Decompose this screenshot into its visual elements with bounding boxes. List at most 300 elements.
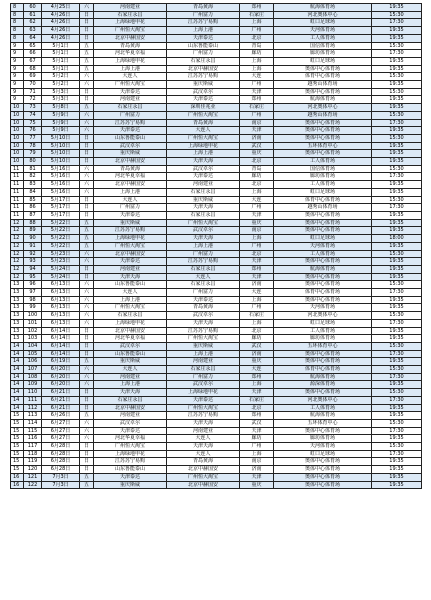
venue-cell: 奥体中心体育场	[274, 88, 372, 96]
home-team-cell: 天津泰达	[94, 427, 167, 435]
time-cell: 19:35	[372, 458, 422, 466]
round-cell: 12	[11, 235, 24, 243]
round-cell: 11	[11, 173, 24, 181]
venue-cell: 五环体育中心	[274, 342, 372, 350]
match-no-cell: 68	[24, 65, 42, 73]
home-team-cell: 广州恒大淘宝	[94, 27, 167, 35]
city-cell: 石家庄	[240, 104, 274, 112]
time-cell: 19:35	[372, 150, 422, 158]
venue-cell: 工人体育场	[274, 158, 372, 166]
date-cell: 6月13日	[42, 281, 80, 289]
city-cell: 上海	[240, 188, 274, 196]
away-team-cell: 上海绿地申花	[167, 389, 240, 397]
city-cell: 北京	[240, 327, 274, 335]
table-row	[11, 42, 422, 50]
venue-cell: 工人体育场	[274, 34, 372, 42]
weekday-cell: 日	[80, 273, 94, 281]
round-cell: 8	[11, 4, 24, 12]
time-cell: 19:35	[372, 81, 422, 89]
venue-cell: 工人体育场	[274, 404, 372, 412]
home-team-cell: 河北华夏幸福	[94, 50, 167, 58]
round-cell: 9	[11, 81, 24, 89]
date-cell: 5月17日	[42, 204, 80, 212]
city-cell: 上海	[240, 235, 274, 243]
home-team-cell: 重庆斯威	[94, 150, 167, 158]
city-cell: 重庆	[240, 481, 274, 489]
match-no-cell: 65	[24, 42, 42, 50]
match-no-cell: 70	[24, 81, 42, 89]
match-no-cell: 98	[24, 296, 42, 304]
weekday-cell: 日	[80, 211, 94, 219]
table-row	[11, 96, 422, 104]
weekday-cell: 日	[80, 34, 94, 42]
table-row	[11, 127, 422, 135]
away-team-cell: 广州富力	[167, 250, 240, 258]
round-cell: 13	[11, 312, 24, 320]
round-cell: 10	[11, 127, 24, 135]
round-cell: 9	[11, 42, 24, 50]
city-cell: 重庆	[240, 219, 274, 227]
date-cell: 6月14日	[42, 342, 80, 350]
away-team-cell: 广州富力	[167, 50, 240, 58]
venue-cell: 河北奥体中心	[274, 396, 372, 404]
round-cell: 14	[11, 396, 24, 404]
city-cell: 上海	[240, 65, 274, 73]
weekday-cell: 六	[80, 296, 94, 304]
weekday-cell: 六	[80, 373, 94, 381]
date-cell: 4月25日	[42, 4, 80, 12]
weekday-cell: 五	[80, 57, 94, 65]
venue-cell: 廊坊体育场	[274, 50, 372, 58]
date-cell: 6月13日	[42, 289, 80, 297]
home-team-cell: 天津泰达	[94, 258, 167, 266]
city-cell: 廊坊	[240, 173, 274, 181]
time-cell: 15:30	[372, 165, 422, 173]
venue-cell: 体育中心体育场	[274, 289, 372, 297]
match-no-cell: 87	[24, 211, 42, 219]
date-cell: 5月16日	[42, 181, 80, 189]
city-cell: 广州	[240, 443, 274, 451]
round-cell: 11	[11, 188, 24, 196]
weekday-cell: 五	[80, 227, 94, 235]
home-team-cell: 河北华夏幸福	[94, 435, 167, 443]
away-team-cell: 江苏苏宁易购	[167, 19, 240, 27]
venue-cell: 虹口足球场	[274, 235, 372, 243]
venue-cell: 工人体育场	[274, 250, 372, 258]
city-cell: 大连	[240, 196, 274, 204]
home-team-cell: 武汉卓尔	[94, 419, 167, 427]
match-no-cell: 92	[24, 250, 42, 258]
away-team-cell: 广州恒大淘宝	[167, 219, 240, 227]
time-cell: 19:35	[372, 142, 422, 150]
city-cell: 天津	[240, 473, 274, 481]
away-team-cell: 广州恒大淘宝	[167, 111, 240, 119]
match-no-cell: 85	[24, 196, 42, 204]
away-team-cell: 青岛黄海	[167, 458, 240, 466]
home-team-cell: 广州恒大淘宝	[94, 304, 167, 312]
round-cell: 9	[11, 73, 24, 81]
table-row	[11, 188, 422, 196]
home-team-cell: 北京中赫国安	[94, 327, 167, 335]
city-cell: 北京	[240, 34, 274, 42]
away-team-cell: 天津泰达	[167, 173, 240, 181]
round-cell: 12	[11, 219, 24, 227]
city-cell: 上海	[240, 450, 274, 458]
table-row	[11, 181, 422, 189]
time-cell: 19:35	[372, 104, 422, 112]
away-team-cell: 深圳佳兆业	[167, 104, 240, 112]
time-cell: 19:35	[372, 27, 422, 35]
round-cell: 12	[11, 250, 24, 258]
match-no-cell: 78	[24, 142, 42, 150]
venue-cell: 奥体中心体育场	[274, 473, 372, 481]
table-row	[11, 273, 422, 281]
home-team-cell: 山东鲁能泰山	[94, 466, 167, 474]
table-row	[11, 173, 422, 181]
away-team-cell: 石家庄永昌	[167, 265, 240, 273]
away-team-cell: 北京中赫国安	[167, 65, 240, 73]
time-cell: 15:30	[372, 389, 422, 397]
weekday-cell: 日	[80, 443, 94, 451]
venue-cell: 奥体中心体育场	[274, 258, 372, 266]
round-cell: 12	[11, 227, 24, 235]
home-team-cell: 上海上港	[94, 65, 167, 73]
time-cell: 17:30	[372, 50, 422, 58]
date-cell: 5月1日	[42, 57, 80, 65]
away-team-cell: 天津泰达	[167, 396, 240, 404]
city-cell: 北京	[240, 158, 274, 166]
weekday-cell: 日	[80, 404, 94, 412]
table-row	[11, 419, 422, 427]
home-team-cell: 武汉卓尔	[94, 142, 167, 150]
venue-cell: 越秀山体育场	[274, 204, 372, 212]
table-row	[11, 235, 422, 243]
venue-cell: 奥体中心体育场	[274, 358, 372, 366]
date-cell: 5月22日	[42, 242, 80, 250]
weekday-cell: 五	[80, 242, 94, 250]
round-cell: 12	[11, 242, 24, 250]
table-row	[11, 65, 422, 73]
weekday-cell: 五	[80, 358, 94, 366]
weekday-cell: 五	[80, 235, 94, 243]
weekday-cell: 日	[80, 458, 94, 466]
away-team-cell: 广州富力	[167, 289, 240, 297]
city-cell: 济南	[240, 134, 274, 142]
time-cell: 19:35	[372, 211, 422, 219]
home-team-cell: 大连人	[94, 289, 167, 297]
time-cell: 15:30	[372, 111, 422, 119]
city-cell: 武汉	[240, 419, 274, 427]
away-team-cell: 广州恒大淘宝	[167, 473, 240, 481]
table-row	[11, 327, 422, 335]
time-cell: 17:30	[372, 204, 422, 212]
round-cell: 13	[11, 281, 24, 289]
venue-cell: 虹口足球场	[274, 188, 372, 196]
away-team-cell: 上海上港	[167, 27, 240, 35]
venue-cell: 天河体育场	[274, 242, 372, 250]
away-team-cell: 武汉卓尔	[167, 88, 240, 96]
round-cell: 11	[11, 211, 24, 219]
venue-cell: 奥体中心体育场	[274, 273, 372, 281]
weekday-cell: 五	[80, 104, 94, 112]
date-cell: 5月23日	[42, 250, 80, 258]
away-team-cell: 广州恒大淘宝	[167, 335, 240, 343]
time-cell: 17:30	[372, 119, 422, 127]
date-cell: 5月16日	[42, 165, 80, 173]
city-cell: 北京	[240, 404, 274, 412]
venue-cell: 航海体育场	[274, 373, 372, 381]
away-team-cell: 大连人	[167, 127, 240, 135]
weekday-cell: 日	[80, 350, 94, 358]
venue-cell: 国信体育场	[274, 165, 372, 173]
home-team-cell: 北京中赫国安	[94, 34, 167, 42]
round-cell: 16	[11, 473, 24, 481]
time-cell: 19:35	[372, 219, 422, 227]
round-cell: 14	[11, 381, 24, 389]
match-no-cell: 88	[24, 219, 42, 227]
away-team-cell: 北京中赫国安	[167, 466, 240, 474]
weekday-cell: 六	[80, 250, 94, 258]
date-cell: 5月16日	[42, 188, 80, 196]
home-team-cell: 天津泰达	[94, 88, 167, 96]
home-team-cell: 武汉卓尔	[94, 342, 167, 350]
venue-cell: 源深体育场	[274, 381, 372, 389]
weekday-cell: 日	[80, 450, 94, 458]
weekday-cell: 日	[80, 19, 94, 27]
table-row	[11, 88, 422, 96]
round-cell: 14	[11, 389, 24, 397]
venue-cell: 越秀山体育场	[274, 111, 372, 119]
venue-cell: 工人体育场	[274, 327, 372, 335]
round-cell: 13	[11, 335, 24, 343]
venue-cell: 奥体中心体育场	[274, 466, 372, 474]
match-no-cell: 86	[24, 204, 42, 212]
table-row	[11, 435, 422, 443]
venue-cell: 河北奥体中心	[274, 104, 372, 112]
weekday-cell: 六	[80, 281, 94, 289]
time-cell: 19:35	[372, 158, 422, 166]
time-cell: 19:35	[372, 404, 422, 412]
city-cell: 郑州	[240, 96, 274, 104]
city-cell: 上海	[240, 19, 274, 27]
home-team-cell: 天津泰达	[94, 127, 167, 135]
venue-cell: 奥体中心体育场	[274, 65, 372, 73]
schedule-document	[10, 3, 421, 489]
date-cell: 6月28日	[42, 450, 80, 458]
time-cell: 19:35	[372, 34, 422, 42]
city-cell: 石家庄	[240, 11, 274, 19]
weekday-cell: 日	[80, 265, 94, 273]
away-team-cell: 天津天海	[167, 235, 240, 243]
venue-cell: 奥体中心体育场	[274, 219, 372, 227]
round-cell: 8	[11, 11, 24, 19]
venue-cell: 廊坊体育场	[274, 435, 372, 443]
venue-cell: 体育中心体育场	[274, 366, 372, 374]
time-cell: 17:30	[372, 319, 422, 327]
city-cell: 北京	[240, 250, 274, 258]
home-team-cell: 大连人	[94, 196, 167, 204]
away-team-cell: 石家庄永昌	[167, 366, 240, 374]
match-no-cell: 94	[24, 265, 42, 273]
away-team-cell: 河南建业	[167, 358, 240, 366]
time-cell: 19:35	[372, 242, 422, 250]
home-team-cell: 上海绿地申花	[94, 450, 167, 458]
table-row	[11, 57, 422, 65]
away-team-cell: 江苏苏宁易购	[167, 327, 240, 335]
table-row	[11, 381, 422, 389]
weekday-cell: 五	[80, 473, 94, 481]
match-no-cell: 95	[24, 273, 42, 281]
time-cell: 15:30	[372, 419, 422, 427]
away-team-cell: 天津天海	[167, 319, 240, 327]
time-cell: 19:35	[372, 481, 422, 489]
home-team-cell: 河北华夏幸福	[94, 173, 167, 181]
round-cell: 15	[11, 466, 24, 474]
round-cell: 10	[11, 111, 24, 119]
round-cell: 13	[11, 327, 24, 335]
time-cell: 15:30	[372, 443, 422, 451]
date-cell: 4月26日	[42, 19, 80, 27]
time-cell: 19:35	[372, 258, 422, 266]
date-cell: 5月10日	[42, 134, 80, 142]
date-cell: 6月28日	[42, 458, 80, 466]
table-row	[11, 319, 422, 327]
table-row	[11, 150, 422, 158]
venue-cell: 航海体育场	[274, 96, 372, 104]
time-cell: 19:35	[372, 473, 422, 481]
match-no-cell: 93	[24, 258, 42, 266]
round-cell: 15	[11, 435, 24, 443]
time-cell: 17:30	[372, 450, 422, 458]
weekday-cell: 日	[80, 466, 94, 474]
date-cell: 6月21日	[42, 396, 80, 404]
table-row	[11, 242, 422, 250]
home-team-cell: 广州富力	[94, 111, 167, 119]
venue-cell: 航海体育场	[274, 265, 372, 273]
weekday-cell: 六	[80, 304, 94, 312]
home-team-cell: 河南建业	[94, 412, 167, 420]
city-cell: 上海	[240, 319, 274, 327]
city-cell: 青岛	[240, 165, 274, 173]
city-cell: 大连	[240, 366, 274, 374]
city-cell: 济南	[240, 350, 274, 358]
weekday-cell: 五	[80, 65, 94, 73]
time-cell: 19:35	[372, 181, 422, 189]
weekday-cell: 六	[80, 435, 94, 443]
away-team-cell: 石家庄永昌	[167, 57, 240, 65]
date-cell: 6月14日	[42, 335, 80, 343]
weekday-cell: 六	[80, 73, 94, 81]
home-team-cell: 广州恒大淘宝	[94, 443, 167, 451]
city-cell: 广州	[240, 27, 274, 35]
venue-cell: 奥体中心体育场	[274, 134, 372, 142]
table-row	[11, 281, 422, 289]
round-cell: 9	[11, 57, 24, 65]
time-cell: 19:35	[372, 188, 422, 196]
date-cell: 6月27日	[42, 419, 80, 427]
table-row	[11, 165, 422, 173]
table-row	[11, 450, 422, 458]
weekday-cell: 六	[80, 127, 94, 135]
match-no-cell: 81	[24, 165, 42, 173]
round-cell: 13	[11, 289, 24, 297]
round-cell: 8	[11, 27, 24, 35]
city-cell: 天津	[240, 389, 274, 397]
home-team-cell: 江苏苏宁易购	[94, 119, 167, 127]
round-cell: 15	[11, 443, 24, 451]
date-cell: 6月19日	[42, 358, 80, 366]
match-no-cell: 120	[24, 466, 42, 474]
round-cell: 9	[11, 96, 24, 104]
away-team-cell: 上海上港	[167, 350, 240, 358]
time-cell: 19:35	[372, 96, 422, 104]
table-row	[11, 219, 422, 227]
match-no-cell: 109	[24, 381, 42, 389]
table-row	[11, 304, 422, 312]
city-cell: 济南	[240, 281, 274, 289]
away-team-cell: 大连人	[167, 273, 240, 281]
away-team-cell: 青岛黄海	[167, 304, 240, 312]
venue-cell: 天河体育场	[274, 304, 372, 312]
time-cell: 19:35	[372, 335, 422, 343]
weekday-cell: 六	[80, 427, 94, 435]
away-team-cell: 武汉卓尔	[167, 165, 240, 173]
weekday-cell: 日	[80, 389, 94, 397]
match-no-cell: 73	[24, 104, 42, 112]
match-no-cell: 71	[24, 88, 42, 96]
round-cell: 15	[11, 450, 24, 458]
time-cell: 17:30	[372, 173, 422, 181]
time-cell: 15:30	[372, 196, 422, 204]
table-row	[11, 196, 422, 204]
match-no-cell: 97	[24, 289, 42, 297]
venue-cell: 五环体育中心	[274, 419, 372, 427]
away-team-cell: 重庆斯威	[167, 342, 240, 350]
time-cell: 19:35	[372, 273, 422, 281]
date-cell: 5月16日	[42, 173, 80, 181]
time-cell: 19:35	[372, 381, 422, 389]
city-cell: 郑州	[240, 373, 274, 381]
venue-cell: 奥体中心体育场	[274, 296, 372, 304]
city-cell: 上海	[240, 57, 274, 65]
weekday-cell: 日	[80, 204, 94, 212]
home-team-cell: 广州富力	[94, 204, 167, 212]
match-no-cell: 119	[24, 458, 42, 466]
date-cell: 5月17日	[42, 196, 80, 204]
city-cell: 天津	[240, 258, 274, 266]
date-cell: 6月27日	[42, 427, 80, 435]
table-row	[11, 358, 422, 366]
city-cell: 南京	[240, 119, 274, 127]
table-row	[11, 412, 422, 420]
time-cell: 15:30	[372, 88, 422, 96]
time-cell: 15:30	[372, 11, 422, 19]
weekday-cell: 六	[80, 319, 94, 327]
away-team-cell: 上海绿地申花	[167, 142, 240, 150]
weekday-cell: 六	[80, 381, 94, 389]
match-no-cell: 83	[24, 181, 42, 189]
time-cell: 15:30	[372, 134, 422, 142]
match-no-cell: 117	[24, 443, 42, 451]
time-cell: 19:35	[372, 4, 422, 12]
match-no-cell: 80	[24, 158, 42, 166]
weekday-cell: 日	[80, 88, 94, 96]
round-cell: 9	[11, 65, 24, 73]
home-team-cell: 江苏苏宁易购	[94, 227, 167, 235]
weekday-cell: 日	[80, 342, 94, 350]
time-cell: 15:30	[372, 312, 422, 320]
table-row	[11, 111, 422, 119]
